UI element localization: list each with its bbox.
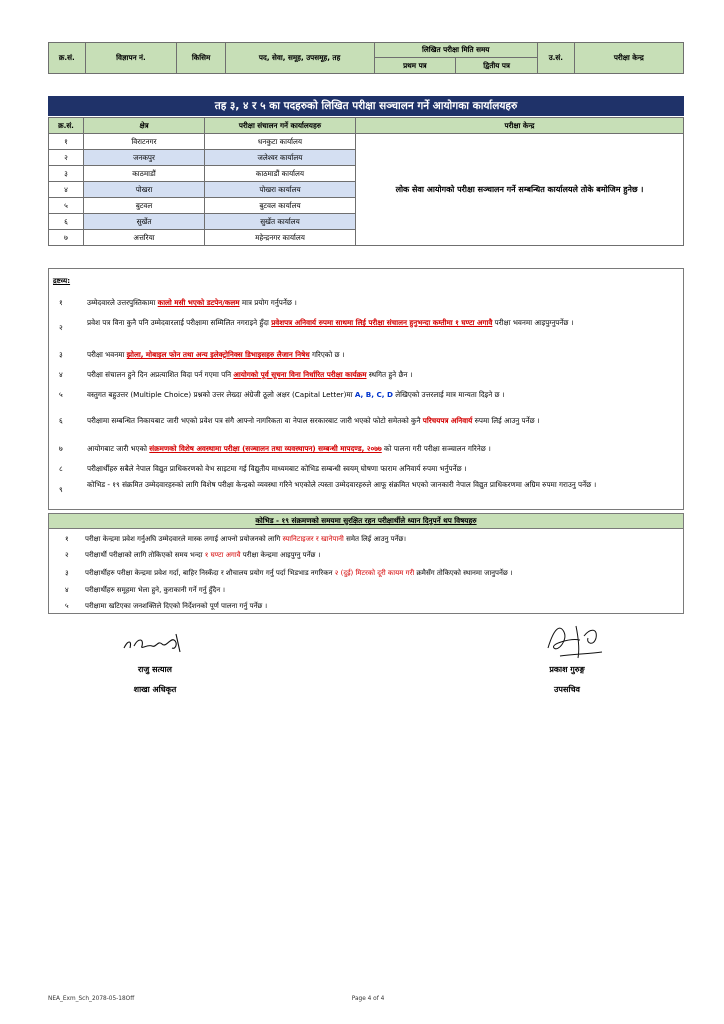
note-highlight: प्रवेशपत्र अनिवार्य रुपमा साथमा लिई परीक्षा संचालन हुनुभन्दा कम्तीमा १ घण्टा अगावै	[271, 318, 493, 327]
note-highlight: संक्रमणको विशेष अवस्थामा परीक्षा (सञ्चालन तथा व्यवस्थापन) सम्बन्धी मापदण्ड, २०७७	[149, 444, 382, 453]
covid-note-text: परीक्षार्थी परीक्षाको लागि तोकिएको समय भन्दा	[85, 551, 205, 559]
office-name: काठमाडौं कार्यालय	[205, 166, 356, 182]
office-row	[49, 134, 684, 150]
covid-heading: कोभिड - १९ संक्रमणको समयमा सुरक्षित रहन परीक्षार्थीले ध्यान दिनुपर्ने थप विषयहरु	[49, 514, 683, 529]
header-type: किसिम	[177, 43, 225, 74]
covid-note-number: ३	[65, 569, 69, 577]
offices-table	[48, 117, 684, 246]
note-text: लेखिएको उत्तरलाई मात्र मान्यता दिइने छ ।	[392, 390, 505, 399]
covid-note-number: ५	[65, 602, 69, 610]
header-written-exam-date: लिखित परीक्षा मिति समय	[374, 43, 538, 58]
office-name: धनकुटा कार्यालय	[205, 134, 356, 150]
offices-col-office: परीक्षा संचालन गर्ने कार्यालयहरु	[205, 118, 356, 134]
office-sn: ४	[49, 182, 84, 198]
note-text: आयोगबाट जारी भएको	[87, 444, 150, 453]
left-signature-image	[118, 626, 190, 656]
notes-section	[48, 268, 684, 510]
header-first-paper: प्रथम पत्र	[374, 58, 456, 74]
note-number: १	[59, 298, 63, 307]
note-number: ६	[59, 416, 63, 425]
header-exam-center: परीक्षा केन्द्र	[574, 43, 683, 74]
office-region: जनकपुर	[84, 150, 205, 166]
note-text: मात्र प्रयोग गर्नुपर्नेछ ।	[239, 298, 297, 307]
note-number: ७	[59, 444, 63, 453]
offices-col-sn: क्र.सं.	[49, 118, 84, 134]
covid-note-number: १	[65, 535, 69, 543]
note-text: को पालना गरी परीक्षा सञ्चालन गरिनेछ ।	[381, 444, 491, 453]
office-sn: २	[49, 150, 84, 166]
footer-page-number: Page 4 of 4	[351, 996, 385, 1002]
note-number: ५	[59, 390, 63, 399]
note-highlight: परिचयपत्र अनिवार्य	[422, 416, 473, 425]
note-number: ९	[59, 485, 63, 494]
note-number: २	[59, 323, 63, 332]
footer-filename: NEA_Exm_Sch_2078-05-18Off	[48, 996, 135, 1002]
covid-note-text: परीक्षार्थीहरु परीक्षा केन्द्रमा प्रवेश गर्दा, बाहिर निस्कँदा र शौचालय प्रयोग गर्नु पर्दा भिडभाड नगरिकन	[85, 569, 335, 577]
note-text: प्रवेश पत्र विना कुनै पनि उम्मेदवारलाई परीक्षामा सम्मिलित नगराइने हुँदा	[87, 318, 272, 327]
covid-note-text: परीक्षा केन्द्रमा प्रवेश गर्नुअघि उम्मेदवारले मास्क लगाई आफ्नो प्रयोजनको लागि	[85, 535, 283, 543]
office-sn: ३	[49, 166, 84, 182]
office-name: पोखरा कार्यालय	[205, 182, 356, 198]
covid-note-text: परीक्षार्थीहरु समूहमा भेला हुने, कुराकानी गर्ने गर्नु हुँदैन ।	[85, 586, 225, 594]
header-post: पद, सेवा, समूह, उपसमूह, तह	[225, 43, 374, 74]
header-sn: क्र.सं.	[49, 43, 86, 74]
note-highlight: A, B, C, D	[354, 390, 393, 399]
note-highlight: कालो मसी भएको डटपेन/कलम	[157, 298, 240, 307]
note-text: परीक्षा भवनमा	[87, 350, 127, 359]
right-signatory-name: प्रकाश गुरुङ्ग	[549, 665, 585, 674]
offices-col-center: परीक्षा केन्द्र	[356, 118, 684, 134]
office-sn: १	[49, 134, 84, 150]
note-number: ४	[59, 370, 63, 379]
note-text: परीक्षामा सम्बन्धित निकायबाट जारी भएको प्रवेश पत्र संगै आफ्नो नागरिकता वा नेपाल सरकारबाट जारी भएको फोटो समेतको कुनै	[87, 416, 423, 425]
covid-section	[48, 513, 684, 614]
office-region: सुर्खेत	[84, 214, 205, 230]
office-name: बुटवल कार्यालय	[205, 198, 356, 214]
right-signature-image	[540, 618, 610, 662]
left-signatory-name: राजु सत्याल	[138, 665, 172, 674]
header-us: उ.सं.	[538, 43, 575, 74]
note-highlight: आयोगको पूर्व सूचना विना निर्धारित परीक्षा कार्यक्रम	[233, 370, 367, 379]
office-region: काठमाडौं	[84, 166, 205, 182]
covid-note-number: ४	[65, 586, 69, 594]
schedule-header-table	[48, 42, 684, 74]
left-signatory-title: शाखा अधिकृत	[133, 685, 177, 694]
office-name: महेन्द्रनगर कार्यालय	[205, 230, 356, 246]
note-text: कोभिड - १९ संक्रमित उम्मेदवारहरुको लागि विशेष परीक्षा केन्द्रको व्यवस्था गरिने भएकोले त्यस्ता उम्मेदवारहरुले आफू संक्रमित भएको जानकारी नेपाल विद्युत प्राधिकरणमा अग्रिम रुपमा गराउनु पर्नेछ ।	[87, 480, 597, 489]
covid-note-text: समेत लिई आउनु पर्नेछ।	[343, 535, 406, 543]
covid-note-number: २	[65, 551, 69, 559]
office-name: जलेश्वर कार्यालय	[205, 150, 356, 166]
covid-note-highlight: स्यानिटाइजर र खानेपानी	[282, 535, 344, 543]
note-text: वस्तुगत बहुउत्तर (Multiple Choice) प्रश्नको उत्तर लेख्दा अंग्रेजी ठूलो अक्षर (Capital Letter)मा	[87, 390, 355, 399]
covid-note-text: क्रमैसँग तोकिएको स्थानमा जानुपर्नेछ ।	[414, 569, 513, 577]
offices-col-region: क्षेत्र	[84, 118, 205, 134]
office-region: विराटनगर	[84, 134, 205, 150]
offices-title: तह ३, ४ र ५ का पदहरुको लिखित परीक्षा सञ्चालन गर्ने आयोगका कार्यालयहरु	[48, 96, 684, 116]
note-text: स्थगित हुने छैन ।	[366, 370, 413, 379]
note-number: ३	[59, 350, 63, 359]
office-name: सुर्खेत कार्यालय	[205, 214, 356, 230]
office-sn: ७	[49, 230, 84, 246]
note-text: परीक्षा संचालन हुने दिन अप्रत्याशित विदा पर्न गएमा पनि	[87, 370, 234, 379]
covid-note-text: परीक्षामा खटिएका जनशक्तिले दिएको निर्देशनको पूर्ण पालना गर्नु पर्नेछ ।	[85, 602, 268, 610]
note-highlight: झोला, मोबाइल फोन तथा अन्य इलेक्ट्रोनिक्स डिभाइसहरु लैजान निषेध	[126, 350, 310, 359]
office-region: पोखरा	[84, 182, 205, 198]
covid-note-highlight: १ घण्टा अगावै	[204, 551, 241, 559]
covid-note-text: परीक्षा केन्द्रमा आइपुग्नु पर्नेछ ।	[240, 551, 321, 559]
notes-heading: द्रष्टव्य:	[53, 277, 71, 285]
note-text: परीक्षार्थीहरु सबैले नेपाल विद्युत प्राधिकरणको वेभ साइटमा गई विद्युतीय माध्यमबाट कोभिड सम्बन्धी स्वयम् घोषणा फाराम अनिवार्य रुपमा भर्नुपर्नेछ ।	[87, 464, 467, 473]
office-sn: ५	[49, 198, 84, 214]
covid-note-highlight: २ (दुई) मिटरको दूरी कायम गरी	[334, 569, 415, 577]
office-sn: ६	[49, 214, 84, 230]
header-advertisement-no: विज्ञापन नं.	[85, 43, 177, 74]
note-text: गरिएको छ ।	[309, 350, 345, 359]
note-text: उम्मेदवारले उत्तरपुस्तिकामा	[87, 298, 158, 307]
note-text: परीक्षा भवनमा आइपुग्नुपर्नेछ ।	[492, 318, 574, 327]
office-region: अत्तरिया	[84, 230, 205, 246]
right-signatory-title: उपसचिव	[554, 685, 580, 694]
header-second-paper: द्वितीय पत्र	[456, 58, 538, 74]
exam-center-note: लोक सेवा आयोगको परीक्षा सञ्चालन गर्ने सम्बन्धित कार्यालयले तोके बमोजिम हुनेछ ।	[356, 134, 684, 246]
office-region: बुटवल	[84, 198, 205, 214]
note-text: रुपमा लिई आउनु पर्नेछ ।	[472, 416, 540, 425]
note-number: ८	[59, 464, 63, 473]
